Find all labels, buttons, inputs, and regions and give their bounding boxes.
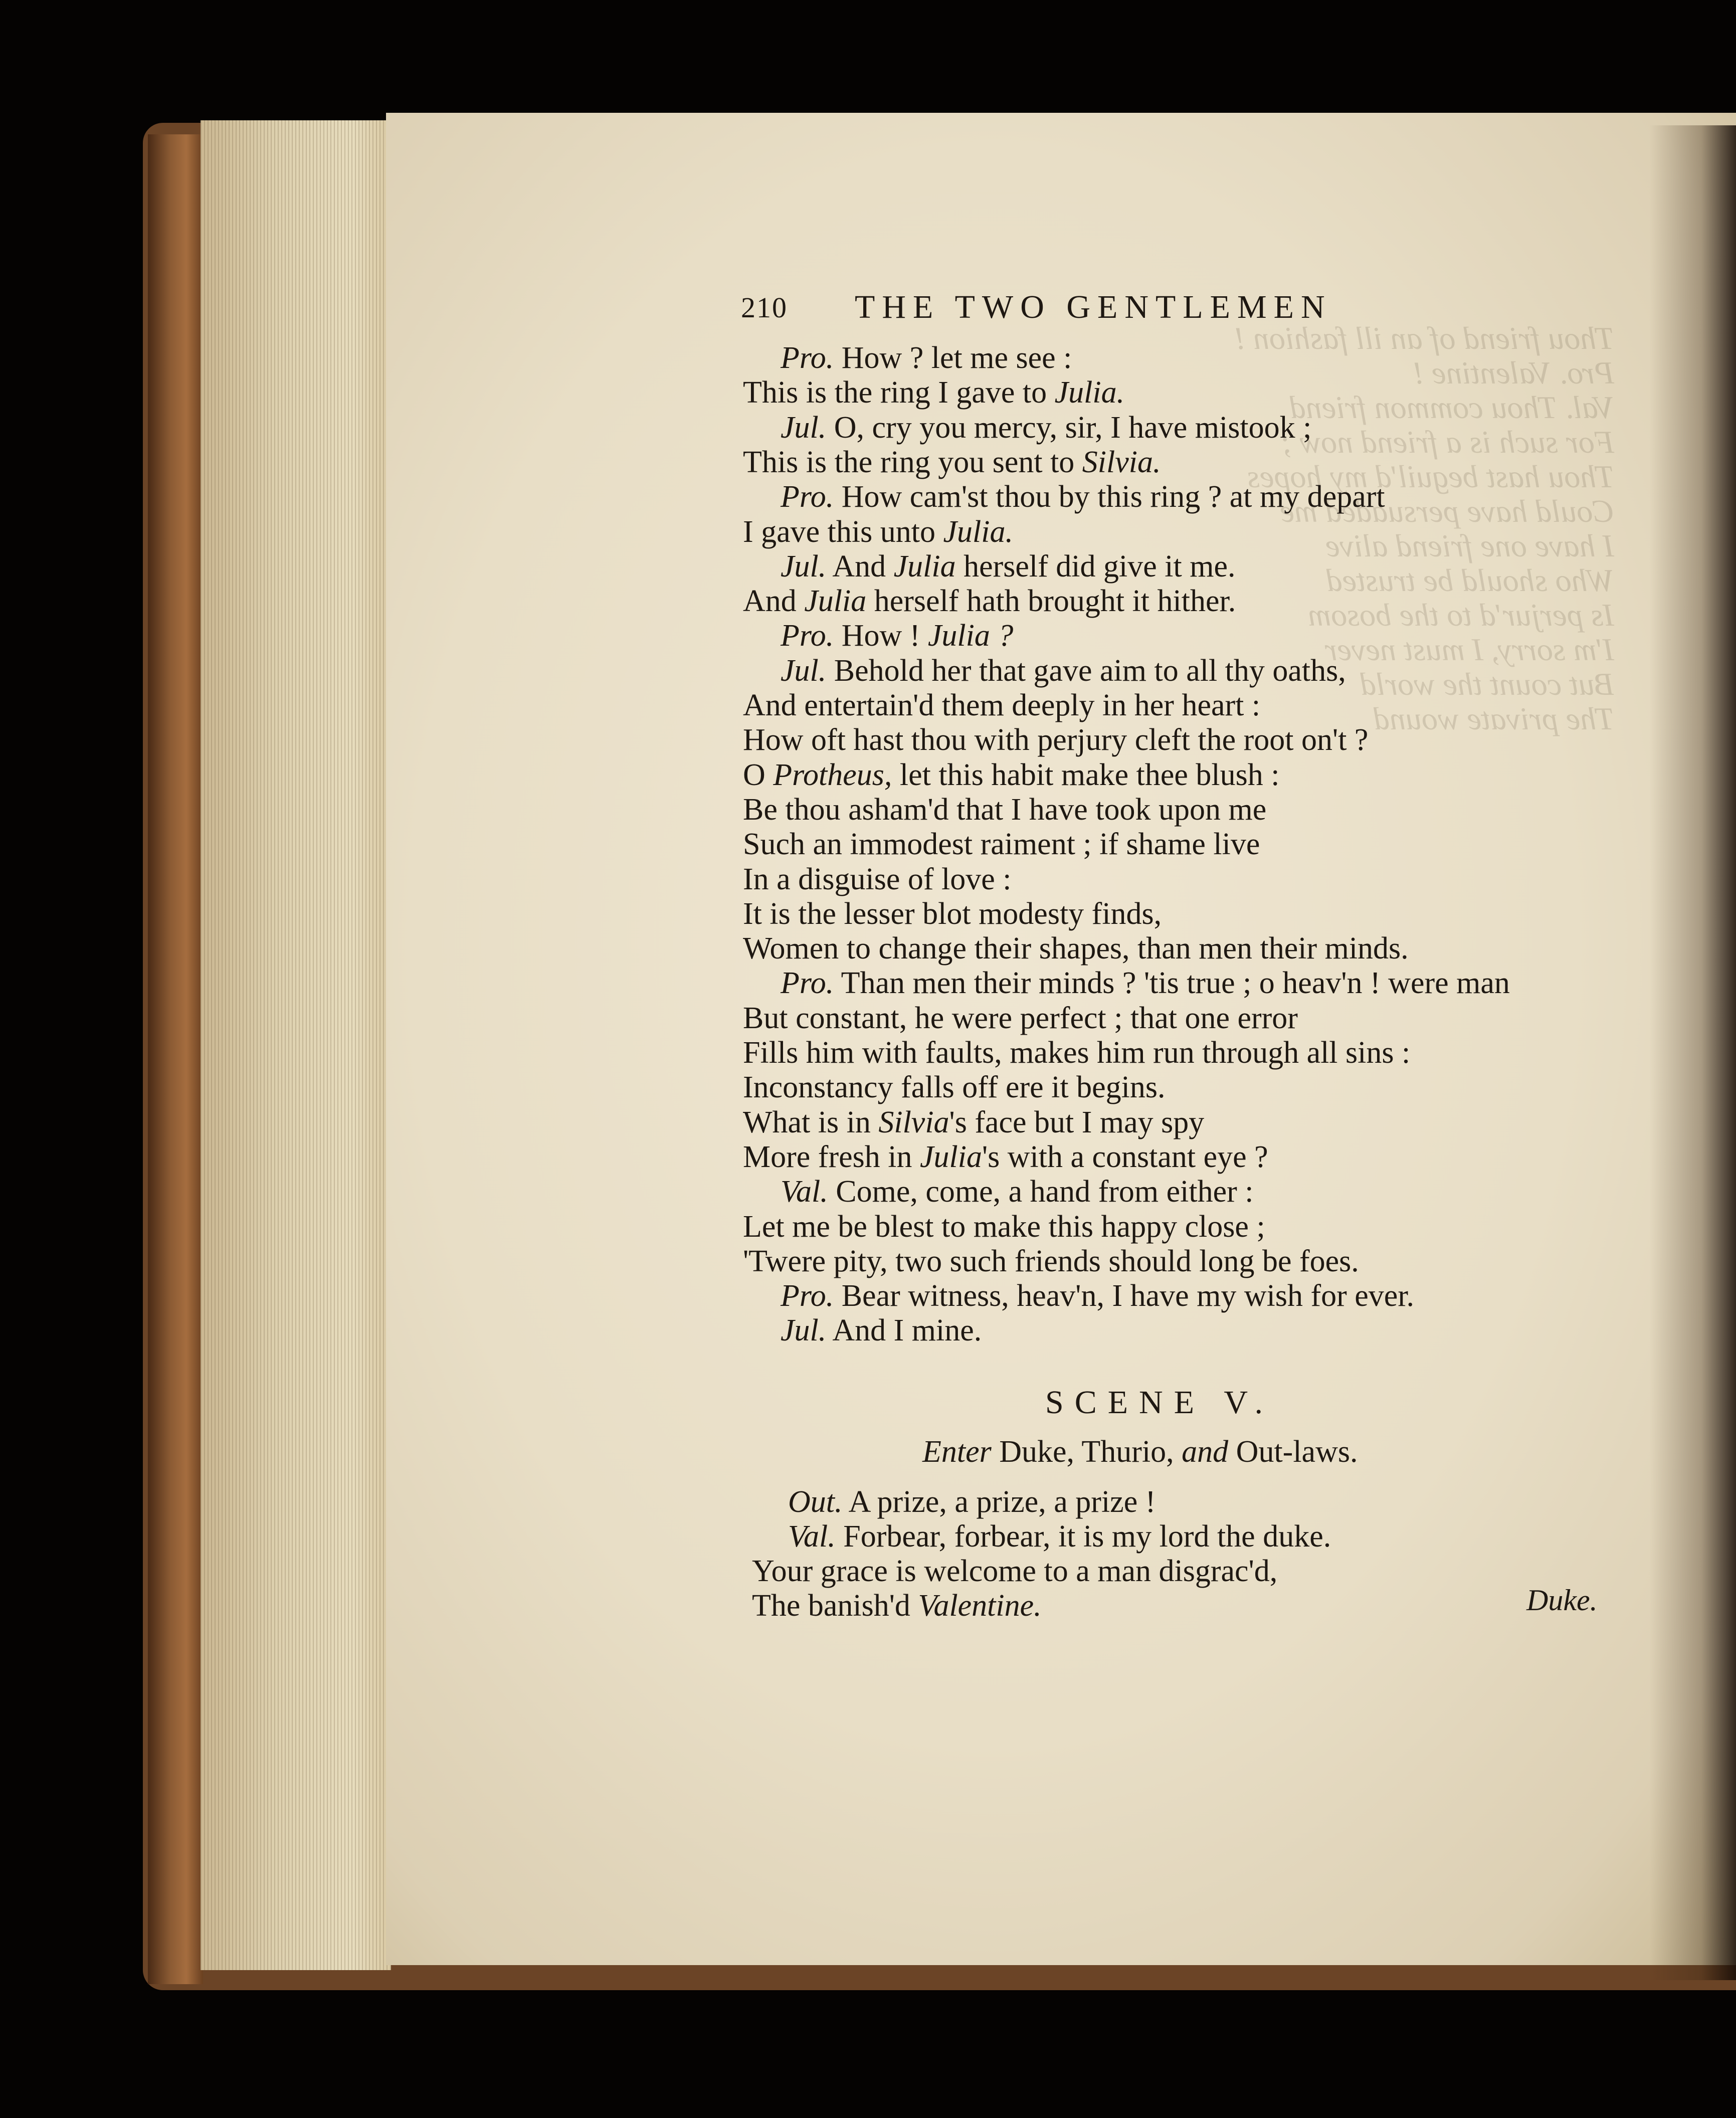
- line-text: let this habit make thee blush :: [892, 757, 1280, 792]
- speaker-name: Pro.: [781, 341, 834, 375]
- line-text: 's with a constant eye ?: [982, 1139, 1268, 1174]
- line-text: Julia: [804, 584, 867, 619]
- verse-line: [743, 1246, 1359, 1277]
- line-text: How !: [841, 619, 928, 653]
- line-text: Julia: [919, 1139, 982, 1174]
- verse-line: [781, 1315, 982, 1346]
- show-through-text: Thou friend of an ill fashion ! Pro. Valentine ! Val. Thou common friend For such is a friend now ; Thou hast beguil'd my hopes Could have persuaded me I have one friend alive Who should be trusted Is perjur'd to the bosom I'm sorry, I must never But count the world The private wound: [1234, 320, 1614, 736]
- line-text: But constant, he were perfect ; that one error: [743, 1001, 1298, 1035]
- line-text: Let me be blest to make this happy close ;: [743, 1209, 1265, 1244]
- verse-line: [743, 1037, 1410, 1068]
- line-text: This is the ring I gave to: [743, 375, 1055, 410]
- verse-line: [743, 794, 1266, 825]
- line-text: Julia ?: [927, 619, 1014, 653]
- line-text: In a disguise of love :: [743, 862, 1012, 896]
- running-title: THE TWO GENTLEMEN: [855, 289, 1332, 325]
- speaker-name: Jul.: [781, 410, 827, 445]
- line-text: How oft hast thou with perjury cleft the root on't ?: [743, 723, 1369, 757]
- verse-line: [743, 933, 1409, 964]
- line-text: Julia.: [1054, 375, 1125, 410]
- line-text: O, cry you mercy, sir, I have mistook ;: [834, 410, 1312, 445]
- line-text: Such an immodest raiment ; if shame live: [743, 827, 1260, 862]
- verse-line: [743, 690, 1260, 721]
- verse-line: [788, 1521, 1331, 1552]
- line-text: And: [832, 549, 894, 584]
- line-text: How cam'st thou by this ring ? at my depart: [841, 480, 1385, 514]
- speaker-name: Val.: [781, 1175, 828, 1209]
- direction-text: Duke, Thurio,: [991, 1435, 1182, 1469]
- line-text: What is in: [743, 1105, 879, 1139]
- speaker-name: Pro.: [781, 480, 834, 514]
- verse-line: [743, 586, 1236, 617]
- verse-line: [781, 481, 1385, 512]
- leather-spine: [148, 134, 203, 1984]
- line-text: Than men their minds ? 'tis true ; o heav'n ! were man: [841, 966, 1510, 1001]
- speaker-name: Pro.: [781, 1279, 834, 1313]
- line-text: I gave this unto: [743, 514, 943, 549]
- line-text: How ? let me see :: [841, 341, 1072, 375]
- verse-line: [781, 620, 1013, 651]
- line-text: Fills him with faults, makes him run through all sins :: [743, 1036, 1411, 1070]
- verse-line: [781, 342, 1072, 373]
- speaker-name: Jul.: [781, 653, 827, 688]
- catchword: Duke.: [1526, 1584, 1598, 1617]
- direction-text: and: [1182, 1435, 1229, 1469]
- direction-text: Out-laws.: [1228, 1435, 1358, 1469]
- line-text: Women to change their shapes, than men their minds.: [743, 931, 1409, 966]
- line-text: herself did give it me.: [955, 549, 1236, 584]
- verse-line: [743, 724, 1368, 755]
- speaker-name: Out.: [788, 1485, 843, 1519]
- page-number: 210: [741, 291, 788, 324]
- verse-line: [743, 1211, 1265, 1242]
- line-text: Behold her that gave aim to all thy oaths,: [834, 653, 1346, 688]
- verse-line: [781, 412, 1311, 443]
- verse-line: [743, 864, 1012, 895]
- speaker-name: Val.: [788, 1519, 836, 1554]
- verse-line: [781, 1176, 1254, 1207]
- direction-text: Enter: [922, 1435, 992, 1469]
- line-text: Silvia: [878, 1105, 949, 1139]
- line-text: Valentine.: [918, 1589, 1042, 1623]
- stage-direction: [922, 1436, 1358, 1467]
- line-text: herself hath brought it hither.: [866, 584, 1236, 619]
- verse-line: [743, 516, 1013, 547]
- speaker-name: Pro.: [781, 619, 834, 653]
- verse-line: [743, 1003, 1298, 1034]
- verse-line: [743, 1141, 1268, 1173]
- verse-line: [743, 829, 1260, 860]
- line-text: Bear witness, heav'n, I have my wish for ever.: [841, 1279, 1415, 1313]
- verse-line: [788, 1486, 1155, 1517]
- gutter-shadow: [1649, 125, 1736, 1980]
- verse-line: [752, 1590, 1042, 1621]
- speaker-name: Jul.: [781, 549, 827, 584]
- verse-line: [781, 551, 1235, 582]
- verse-line: [752, 1556, 1277, 1587]
- line-text: Your grace is welcome to a man disgrac'd,: [752, 1554, 1278, 1588]
- verse-line: [781, 1280, 1414, 1311]
- line-text: A prize, a prize, a prize !: [848, 1485, 1156, 1519]
- line-text: Julia.: [943, 514, 1013, 549]
- line-text: It is the lesser blot modesty finds,: [743, 896, 1162, 931]
- verse-line: [743, 377, 1124, 408]
- line-text: The banish'd: [752, 1589, 918, 1623]
- verse-line: [743, 447, 1161, 478]
- speaker-name: Pro.: [781, 966, 834, 1001]
- line-text: 'Twere pity, two such friends should long be foes.: [743, 1244, 1359, 1278]
- line-text: Forbear, forbear, it is my lord the duke.: [843, 1519, 1331, 1554]
- scene-heading: SCENE V.: [1045, 1384, 1274, 1421]
- verse-line: [743, 1107, 1204, 1138]
- line-text: Be thou asham'd that I have took upon me: [743, 792, 1267, 827]
- line-text: O: [743, 757, 774, 792]
- line-text: Protheus,: [773, 757, 892, 792]
- line-text: Come, come, a hand from either :: [836, 1175, 1254, 1209]
- line-text: Inconstancy falls off ere it begins.: [743, 1070, 1166, 1105]
- page-edges: [201, 120, 391, 1970]
- line-text: Silvia.: [1082, 445, 1161, 479]
- line-text: And entertain'd them deeply in her heart :: [743, 688, 1261, 722]
- verse-line: [743, 898, 1162, 929]
- line-text: And: [743, 584, 805, 619]
- verse-line: [781, 968, 1510, 999]
- line-text: This is the ring you sent to: [743, 445, 1082, 479]
- line-text: More fresh in: [743, 1139, 920, 1174]
- speaker-name: Jul.: [781, 1313, 827, 1348]
- line-text: Julia: [893, 549, 956, 584]
- verse-line: [781, 655, 1346, 686]
- line-text: And I mine.: [832, 1313, 982, 1348]
- line-text: 's face but I may spy: [949, 1105, 1205, 1139]
- verse-line: [743, 1072, 1165, 1103]
- verse-line: [743, 759, 1279, 791]
